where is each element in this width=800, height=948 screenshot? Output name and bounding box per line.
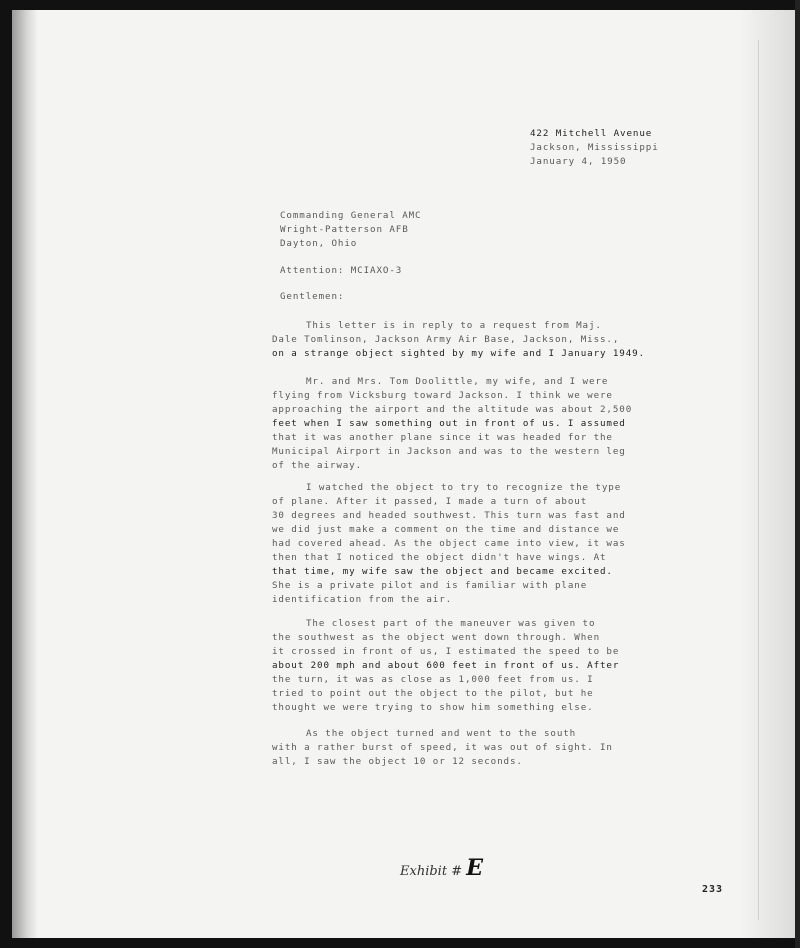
paragraph-5-line-1: As the object turned and went to the south bbox=[306, 728, 577, 739]
paragraph-3-line-1: I watched the object to try to recognize the type bbox=[306, 482, 622, 493]
paragraph-2-line-1: Mr. and Mrs. Tom Doolittle, my wife, and I were bbox=[306, 376, 609, 387]
page-number: 233 bbox=[702, 884, 724, 895]
paragraph-5-line-3: all, I saw the object 10 or 12 seconds. bbox=[272, 756, 523, 767]
paragraph-3-line-6: then that I noticed the object didn't have wings. At bbox=[272, 552, 607, 563]
paragraph-4-line-3: it crossed in front of us, I estimated the speed to be bbox=[272, 646, 620, 657]
paragraph-3-line-3: 30 degrees and headed southwest. This turn was fast and bbox=[272, 510, 626, 521]
paragraph-2-line-3: approaching the airport and the altitude was about 2,500 bbox=[272, 404, 633, 415]
paragraph-2-line-7: of the airway. bbox=[272, 460, 363, 471]
paragraph-1-line-2: Dale Tomlinson, Jackson Army Air Base, Jackson, Miss., bbox=[272, 334, 620, 345]
paragraph-4-line-7: thought we were trying to show him something else. bbox=[272, 702, 594, 713]
paragraph-4-line-1: The closest part of the maneuver was given to bbox=[306, 618, 596, 629]
sender-address-street: 422 Mitchell Avenue bbox=[530, 128, 653, 139]
attention-line: Attention: MCIAXO-3 bbox=[280, 265, 403, 276]
paragraph-2-line-2: flying from Vicksburg toward Jackson. I think we were bbox=[272, 390, 613, 401]
paragraph-4-line-5: the turn, it was as close as 1,000 feet from us. I bbox=[272, 674, 594, 685]
paragraph-3-line-2: of plane. After it passed, I made a turn of about bbox=[272, 496, 588, 507]
paragraph-1-line-1: This letter is in reply to a request from Maj. bbox=[306, 320, 602, 331]
recipient-line-2: Wright-Patterson AFB bbox=[280, 224, 409, 235]
exhibit-annotation bbox=[400, 855, 483, 881]
paragraph-3-line-7: that time, my wife saw the object and became excited. bbox=[272, 566, 613, 577]
paragraph-2-line-4: feet when I saw something out in front of us. I assumed bbox=[272, 418, 626, 429]
paragraph-1-line-3: on a strange object sighted by my wife and I January 1949. bbox=[272, 348, 646, 359]
salutation: Gentlemen: bbox=[280, 291, 345, 302]
exhibit-label: Exhibit # bbox=[400, 864, 463, 879]
letter-date: January 4, 1950 bbox=[530, 156, 627, 167]
paragraph-2-line-5: that it was another plane since it was headed for the bbox=[272, 432, 613, 443]
paragraph-2-line-6: Municipal Airport in Jackson and was to the western leg bbox=[272, 446, 626, 457]
paragraph-4-line-2: the southwest as the object went down through. When bbox=[272, 632, 600, 643]
paragraph-3-line-8: She is a private pilot and is familiar with plane bbox=[272, 580, 588, 591]
paragraph-5-line-2: with a rather burst of speed, it was out of sight. In bbox=[272, 742, 613, 753]
paragraph-4-line-4: about 200 mph and about 600 feet in front of us. After bbox=[272, 660, 620, 671]
paragraph-3-line-5: had covered ahead. As the object came into view, it was bbox=[272, 538, 626, 549]
recipient-line-3: Dayton, Ohio bbox=[280, 238, 358, 249]
recipient-line-1: Commanding General AMC bbox=[280, 210, 422, 221]
sender-address-city: Jackson, Mississippi bbox=[530, 142, 659, 153]
paragraph-4-line-6: tried to point out the object to the pilot, but he bbox=[272, 688, 594, 699]
exhibit-letter: E bbox=[466, 855, 484, 881]
paragraph-3-line-4: we did just make a comment on the time and distance we bbox=[272, 524, 620, 535]
paragraph-3-line-9: identification from the air. bbox=[272, 594, 453, 605]
